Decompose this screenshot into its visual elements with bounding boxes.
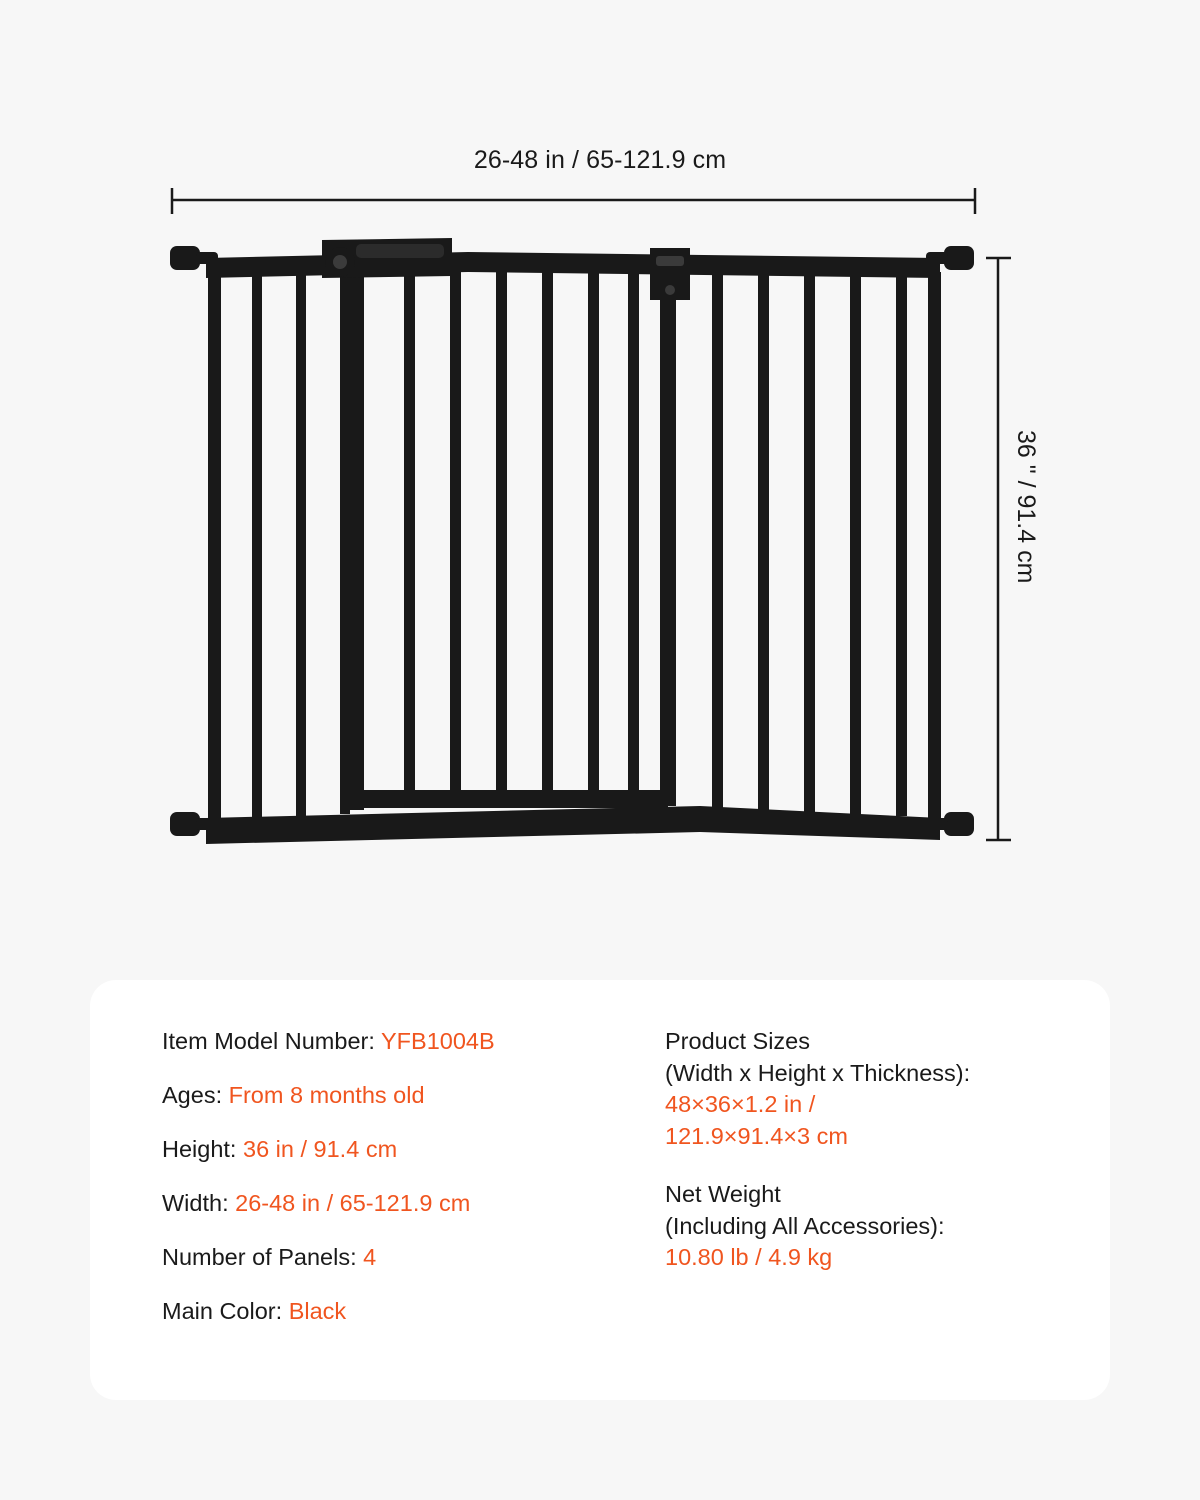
spec-value: YFB1004B [381,1028,495,1054]
spec-item-product-sizes [665,1026,1085,1153]
spec-label-line-1: Net Weight [665,1180,781,1207]
spec-value: 36 in / 91.4 cm [243,1136,398,1163]
spec-item-main-color [162,1296,602,1327]
spec-value-line-1: 48×36×1.2 in / [665,1091,816,1118]
spec-value: Black [288,1298,347,1325]
spec-label-line-1: Product Sizes [665,1028,810,1054]
spec-label: Ages: [162,1082,223,1109]
height-dimension-label: 36 " / 91.4 cm [1012,430,1040,584]
width-dimension-label: 26-48 in / 65-121.9 cm [473,146,727,174]
spec-item-height [162,1134,602,1165]
specifications-card [90,980,1110,1400]
height-dimension-arrow [986,258,1011,840]
spec-label-line-2: (Width x Height x Thickness): [665,1059,971,1086]
width-dimension-arrow [172,188,975,214]
spec-value: 4 [363,1244,377,1271]
spec-value-line-1: 10.80 lb / 4.9 kg [665,1244,833,1271]
spec-label: Height: [162,1136,237,1163]
spec-item-ages [162,1080,602,1111]
spec-label: Item Model Number: [162,1028,375,1054]
spec-label: Main Color: [162,1298,283,1325]
spec-item-model-number [162,1026,602,1057]
spec-column-right [665,1026,1085,1300]
spec-label-line-2: (Including All Accessories): [665,1212,945,1239]
spec-label: Number of Panels: [162,1244,357,1271]
spec-item-width [162,1188,602,1219]
spec-value-line-2: 121.9×91.4×3 cm [665,1123,848,1150]
spec-item-number-of-panels [162,1242,602,1273]
gate-body [170,238,974,844]
spec-value: From 8 months old [228,1082,425,1109]
spec-item-net-weight [665,1179,1085,1274]
spec-value: 26-48 in / 65-121.9 cm [235,1190,471,1217]
spec-column-left [162,1026,602,1350]
spec-label: Width: [162,1190,229,1217]
